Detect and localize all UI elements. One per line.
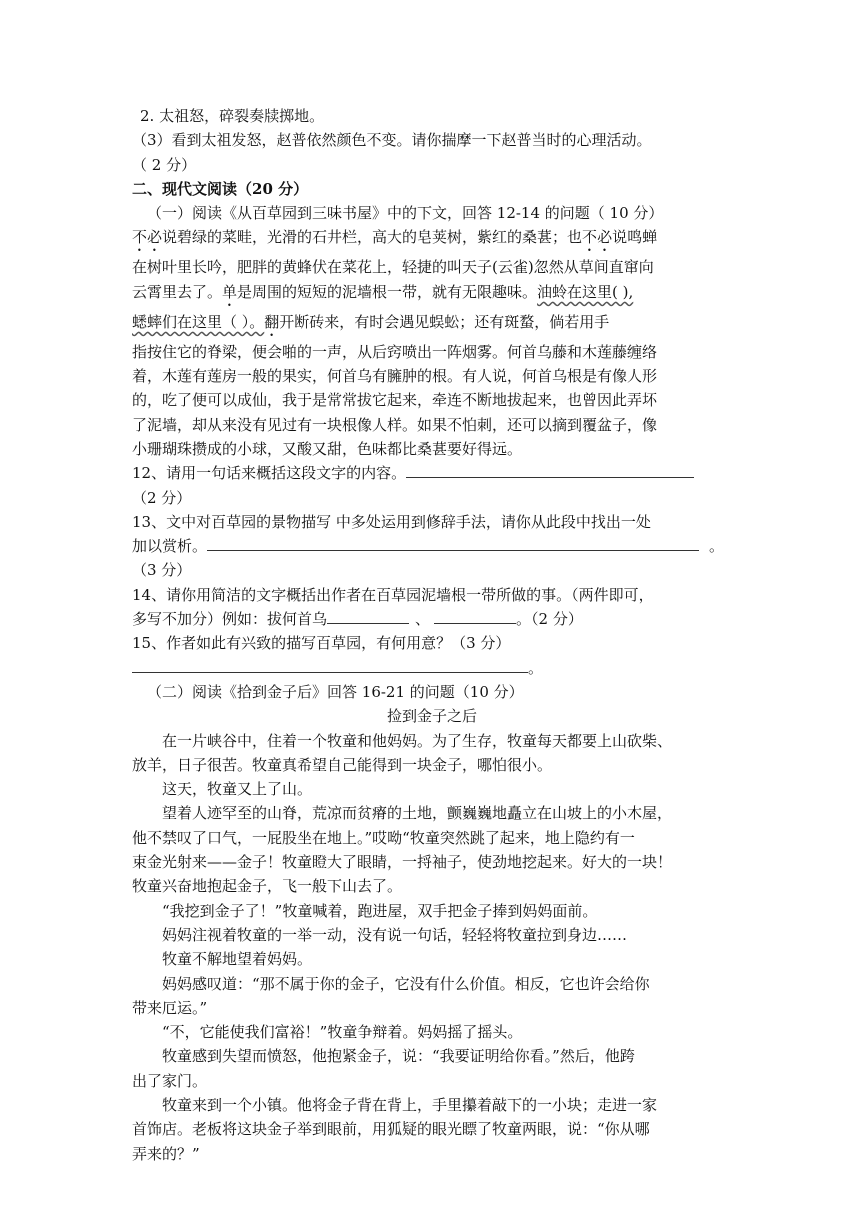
- emphasis-char: 不: [582, 228, 598, 247]
- passage-line-4: [132, 310, 732, 340]
- question-13: 13、文中对百草园的景物描写 中多处运用到修辞手法，请你从此段中找出一处: [132, 512, 651, 531]
- story-line: 牧童兴奋地抱起金子，飞一般下山去了。: [132, 877, 403, 896]
- story-line: 妈妈感叹道：“那不属于你的金子，它没有什么价值。相反，它也许会给你: [162, 974, 650, 993]
- story-line: 他不禁叹了口气，一屁股坐在地上。”哎呦“牧童突然跳了起来，地上隐约有一: [132, 828, 635, 847]
- passage-line-1: [132, 225, 732, 255]
- part-1-intro: （一）阅读《从百草园到三味书屋》中的下文，回答 12-14 的问题（ 10 分）: [147, 204, 664, 223]
- story-line: 弄来的？”: [132, 1144, 200, 1163]
- story-line: 这天，牧童又上了山。: [162, 780, 313, 799]
- passage-line-9: 小珊瑚珠攒成的小球，又酸又甜，色味都比桑葚要好得远。: [132, 439, 523, 458]
- answer-blank[interactable]: [207, 535, 699, 551]
- passage-line-8: 了泥墙，却从来没有见过有一块根像人样。如果不怕刺，还可以摘到覆盆子，像: [132, 415, 658, 434]
- question-text: 加以赏析。: [132, 537, 208, 556]
- wavy-underlined-text: 油蛉在这里( ),: [537, 282, 634, 301]
- story-line: 牧童来到一个小镇。他将金子背在背上，手里攥着敲下的一小块；走进一家: [162, 1095, 658, 1114]
- question-3-score: （ 2 分）: [132, 155, 197, 174]
- question-14: 14、请你用简洁的文字概括出作者在百草园泥墙根一带所做的事。（两件即可，: [132, 585, 654, 604]
- passage-text: 说碧绿的菜畦，光滑的石井栏，高大的皂荚树，紫红的桑葚；也: [162, 228, 583, 247]
- story-line: 妈妈注视着牧童的一举一动，没有说一句话，轻轻将牧童拉到身边……: [162, 925, 628, 944]
- question-text: 多写不加分）例如：拔何首乌: [132, 610, 328, 629]
- punctuation: 。: [528, 658, 544, 677]
- emphasis-char: 单: [222, 282, 238, 301]
- passage-line-2: 在树叶里长吟，肥胖的黄蜂伏在菜花上，轻捷的叫天子(云雀)忽然从草间直窜向: [132, 258, 654, 277]
- passage-text: 开断砖来，有时会遇见蜈蚣；还有斑蝥，倘若用手: [279, 312, 610, 331]
- question-12-score: （2 分）: [132, 488, 192, 507]
- part-2-intro: （二）阅读《拾到金子后》回答 16-21 的问题（10 分）: [147, 682, 524, 701]
- passage-line-6: 着，木莲有莲房一般的果实，何首乌有臃肿的根。有人说，何首乌根是有像人形: [132, 367, 658, 386]
- section-2-heading: 二、现代文阅读（20 分）: [132, 179, 309, 198]
- passage-text: 是周围的短短的泥墙根一带，就有无限趣味。: [237, 282, 538, 301]
- separator: 、: [415, 610, 431, 629]
- story-line: 望着人迹罕至的山脊，荒凉而贫瘠的土地，颤巍巍地矗立在山坡上的小木屋，: [162, 804, 673, 823]
- emphasis-char: 必: [597, 228, 613, 247]
- answer-blank[interactable]: [406, 462, 694, 478]
- emphasis-char: 翻: [264, 312, 280, 331]
- story-line: 牧童感到失望而愤怒，他抱紧金子，说：“我要证明给你看。”然后，他跨: [162, 1047, 635, 1066]
- story-line: “不，它能使我们富裕！”牧童争辩着。妈妈摇了摇头。: [162, 1023, 523, 1042]
- story-title: 捡到金子之后: [386, 707, 477, 726]
- emphasis-char: 不: [132, 228, 148, 247]
- emphasis-char: 必: [147, 228, 163, 247]
- question-14-answer-line: [132, 607, 732, 631]
- question-15-answer-line: [132, 656, 732, 680]
- question-13-answer-line: [132, 534, 732, 558]
- story-line: 放羊，日子很苦。牧童真希望自己能得到一块金子，哪怕很小。: [132, 755, 553, 774]
- story-line: 在一片峡谷中，住着一个牧童和他妈妈。为了生存，牧童每天都要上山砍柴、: [162, 731, 673, 750]
- story-line: 牧童不解地望着妈妈。: [162, 950, 313, 969]
- question-text: 12、请用一句话来概括这段文字的内容。: [132, 464, 407, 483]
- question-3: （3）看到太祖发怒，赵普依然颜色不变。请你揣摩一下赵普当时的心理活动。: [132, 131, 652, 150]
- exam-page: [132, 104, 732, 1166]
- answer-blank[interactable]: [132, 657, 528, 673]
- passage-line-7: 的，吃了便可以成仙，我于是常常拔它起来，牵连不断地拔起来，也曾因此弄坏: [132, 391, 658, 410]
- passage-line-5: 指按住它的脊梁，便会啪的一声，从后窍喷出一阵烟雾。何首乌藤和木莲藤缠络: [132, 342, 658, 361]
- item-2: 2. 太祖怒，碎裂奏牍掷地。: [140, 107, 325, 125]
- story-line: 束金光射来——金子！牧童瞪大了眼睛，一捋袖子，使劲地挖起来。好大的一块！: [132, 853, 673, 872]
- story-line: 带来厄运。”: [132, 998, 208, 1017]
- story-line: 首饰店。老板将这块金子举到眼前，用狐疑的眼光瞟了牧童两眼，说：“你从哪: [132, 1120, 650, 1139]
- punctuation: 。: [709, 537, 725, 556]
- answer-blank[interactable]: [434, 608, 516, 624]
- story-line: 出了家门。: [132, 1071, 208, 1090]
- passage-text: 云霄里去了。: [132, 282, 223, 301]
- answer-blank[interactable]: [327, 608, 409, 624]
- question-13-score: （3 分）: [132, 561, 192, 580]
- question-text: 。（2 分）: [516, 610, 583, 629]
- passage-line-3: [132, 280, 732, 310]
- story-line: “我挖到金子了！”牧童喊着，跑进屋，双手把金子捧到妈妈面前。: [162, 901, 598, 920]
- question-15: 15、作者如此有兴致的描写百草园，有何用意？（3 分）: [132, 634, 511, 653]
- passage-text: 说鸣蝉: [612, 228, 658, 247]
- question-12: [132, 461, 732, 485]
- wavy-underlined-text: 蟋蟀们在这里（ ）。: [132, 312, 265, 331]
